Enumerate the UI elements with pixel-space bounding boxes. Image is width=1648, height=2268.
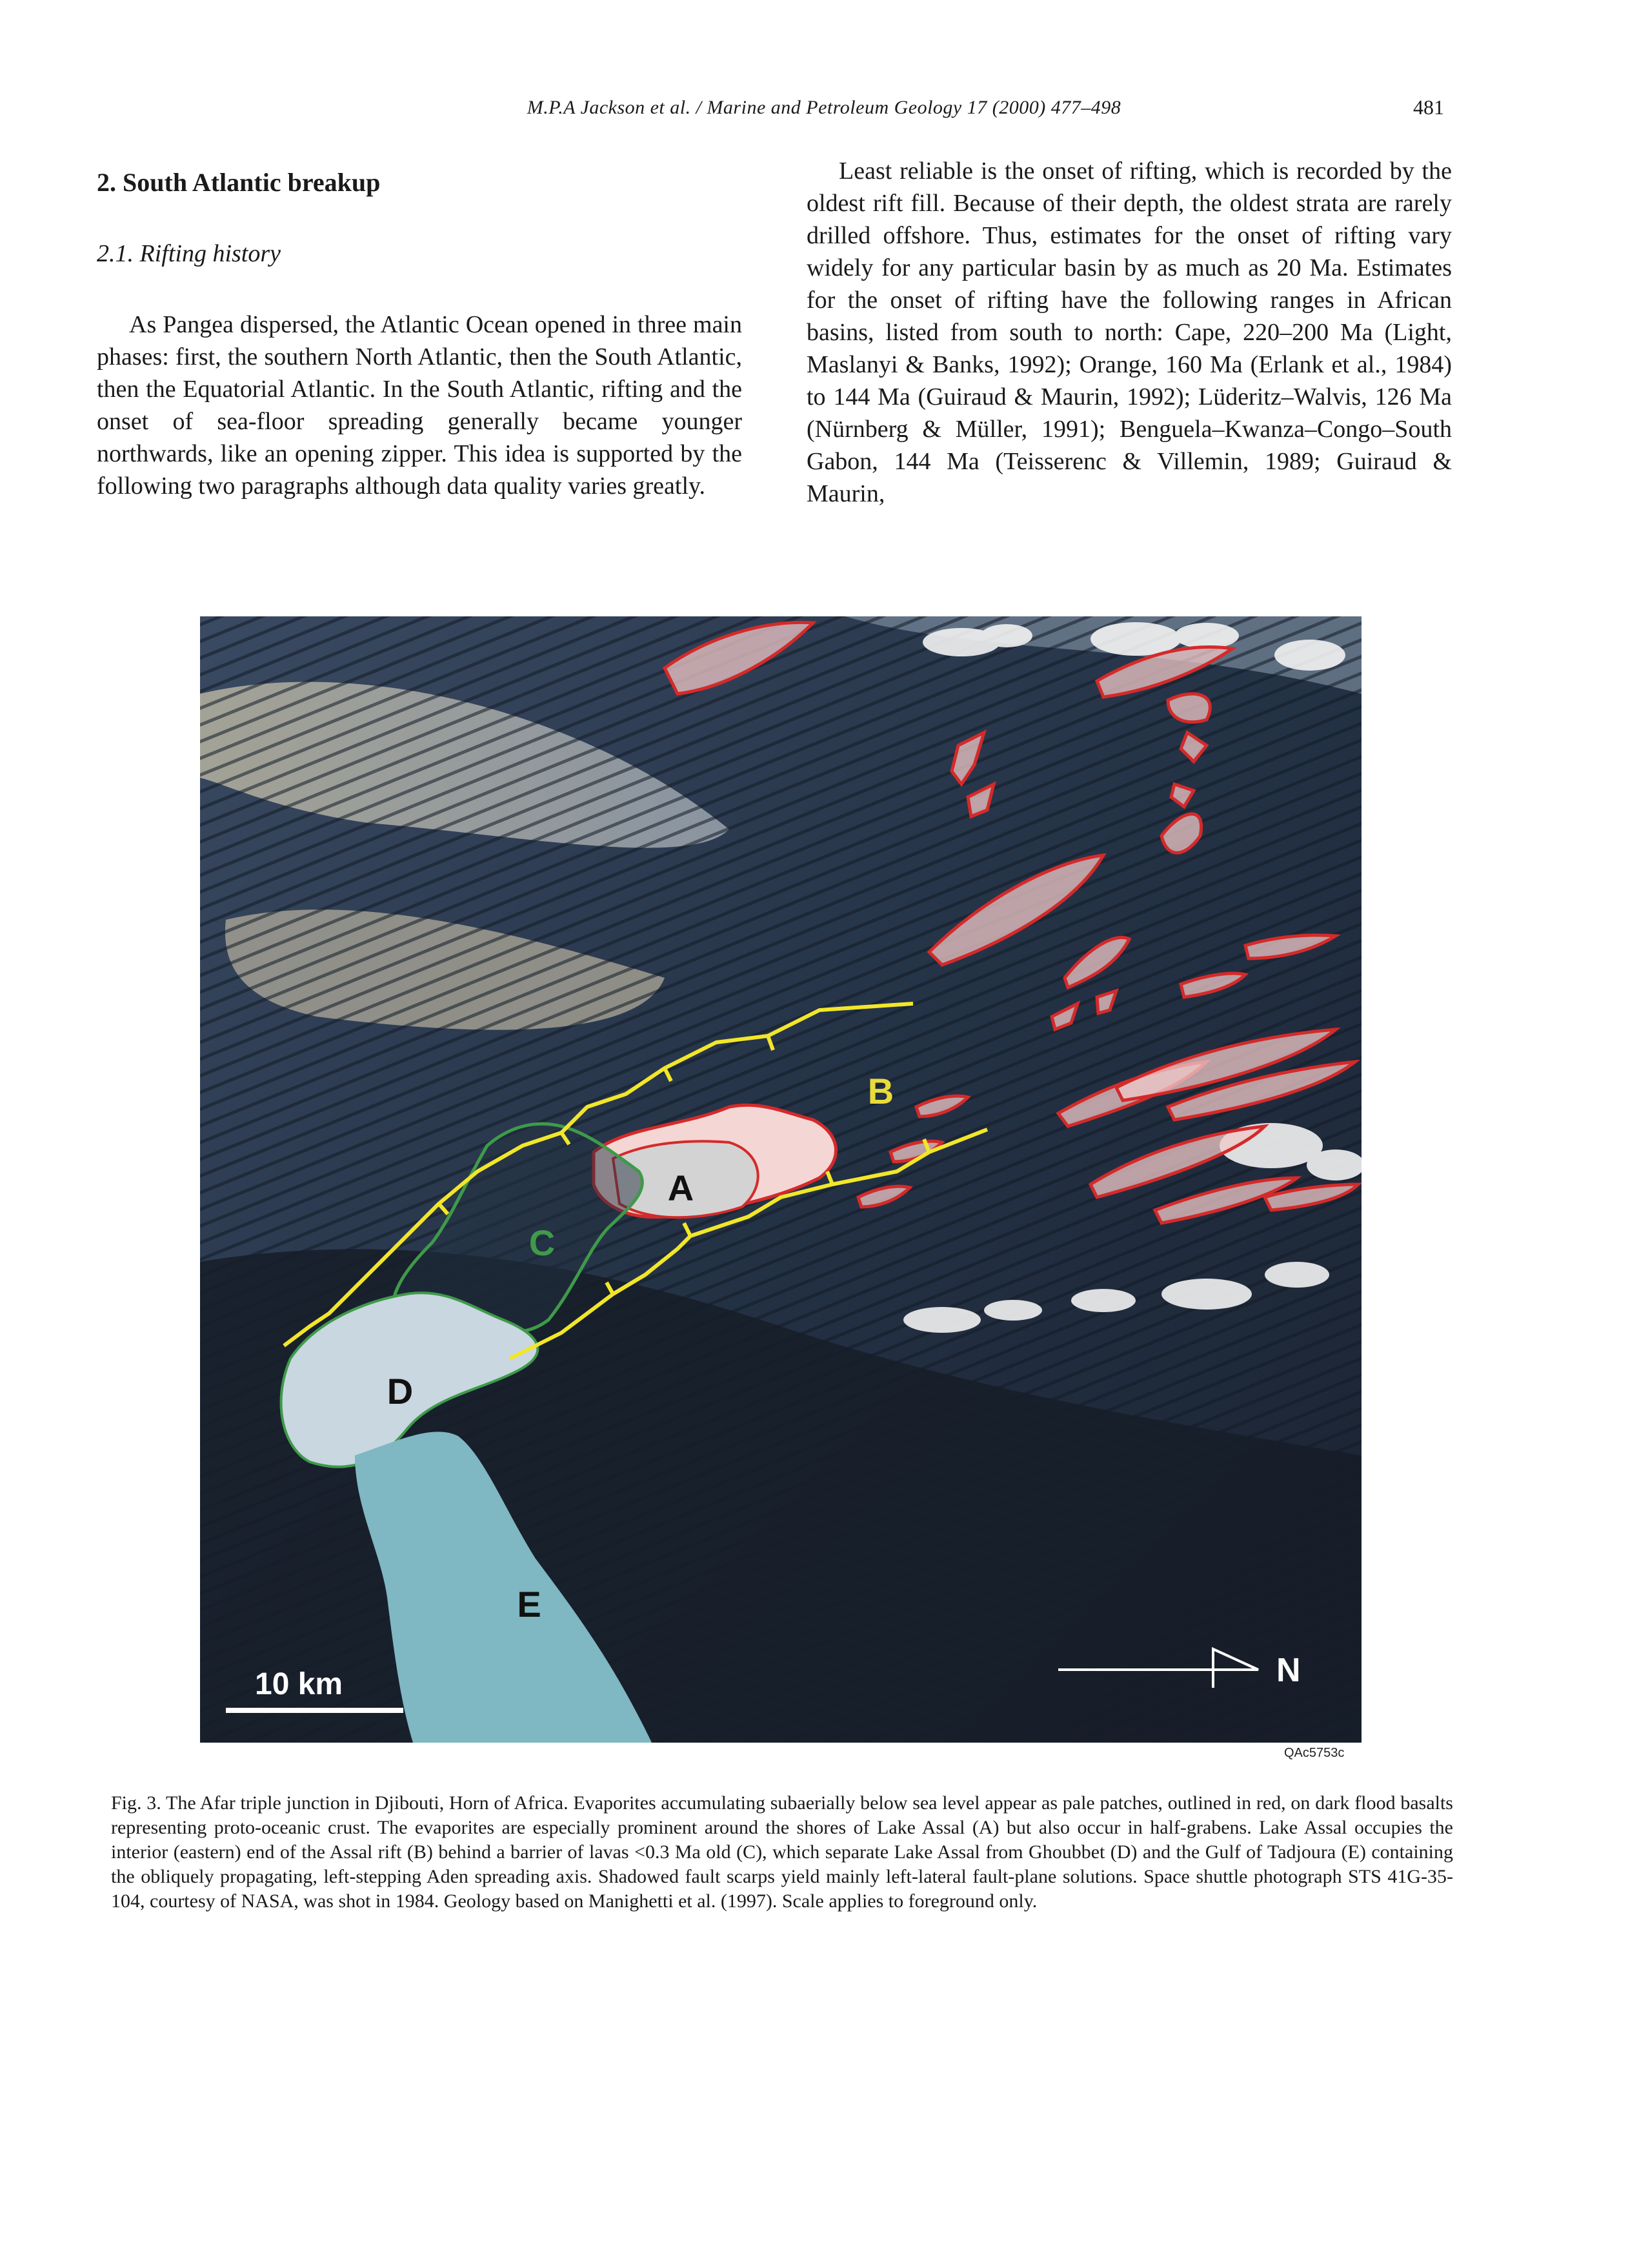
label-d: D (387, 1371, 414, 1412)
page-number: 481 (1413, 96, 1444, 119)
label-c: C (528, 1222, 556, 1263)
body-paragraph: Least reliable is the onset of rifting, which is recorded by the oldest rift fill. Because of their depth, the oldest strata are rarely drilled offshore. Thus, estimates for the onset of rifting vary widely for any particular basin by as much as 20 Ma. Estimates for the onset of rifting have the following ranges in African basins, listed from south to north: Cape, 220–200 Ma (Light, Maslanyi & Banks, 1992); Orange, 160 Ma (Erlank et al., 1984) to 144 Ma (Guiraud & Maurin, 1992); Lüderitz–Walvis, 126 Ma (Nürnberg & Müller, 1991); Benguela–Kwanza–Congo–South Gabon, 144 Ma (Teisserenc & Villemin, 1989; Guiraud & Maurin, (807, 157, 1452, 507)
left-column (97, 155, 742, 502)
scale-bar-label: 10 km (255, 1667, 343, 1701)
section-heading: 2. South Atlantic breakup (97, 168, 381, 197)
body-paragraph: As Pangea dispersed, the Atlantic Ocean opened in three main phases: first, the southern North Atlantic, then the South Atlantic, then the Equatorial Atlantic. In the South Atlantic, rifting and the onset of sea-floor spreading generally became younger northwards, like an opening zipper. This idea is supported by the following two paragraphs although data quality varies greatly. (97, 311, 742, 500)
subsection-heading: 2.1. Rifting history (97, 240, 281, 267)
right-column (807, 155, 1452, 510)
running-head: M.P.A Jackson et al. / Marine and Petroleum Geology 17 (2000) 477–498 (527, 97, 1121, 118)
label-b: B (867, 1071, 894, 1111)
map-canvas (200, 616, 1362, 1743)
label-a: A (667, 1168, 694, 1208)
label-e: E (517, 1584, 541, 1625)
figure-code: QAc5753c (1284, 1746, 1345, 1760)
satellite-map-figure (200, 616, 1362, 1743)
figure-caption: Fig. 3. The Afar triple junction in Djibouti, Horn of Africa. Evaporites accumulating subaerially below sea level appear as pale patches, outlined in red, on dark flood basalts representing proto-oceanic crust. The evaporites are especially prominent around the shores of Lake Assal (A) but also occur in half-grabens. Lake Assal occupies the interior (eastern) end of the Assal rift (B) behind a barrier of lavas <0.3 Ma old (C), which separate Lake Assal from Ghoubbet (D) and the Gulf of Tadjoura (E) containing the obliquely propagating, left-stepping Aden spreading axis. Shadowed fault scarps yield mainly left-lateral fault-plane solutions. Space shuttle photograph STS 41G-35-104, courtesy of NASA, was shot in 1984. Geology based on Manighetti et al. (1997). Scale applies to foreground only. (111, 1792, 1453, 1912)
north-label: N (1276, 1652, 1301, 1689)
